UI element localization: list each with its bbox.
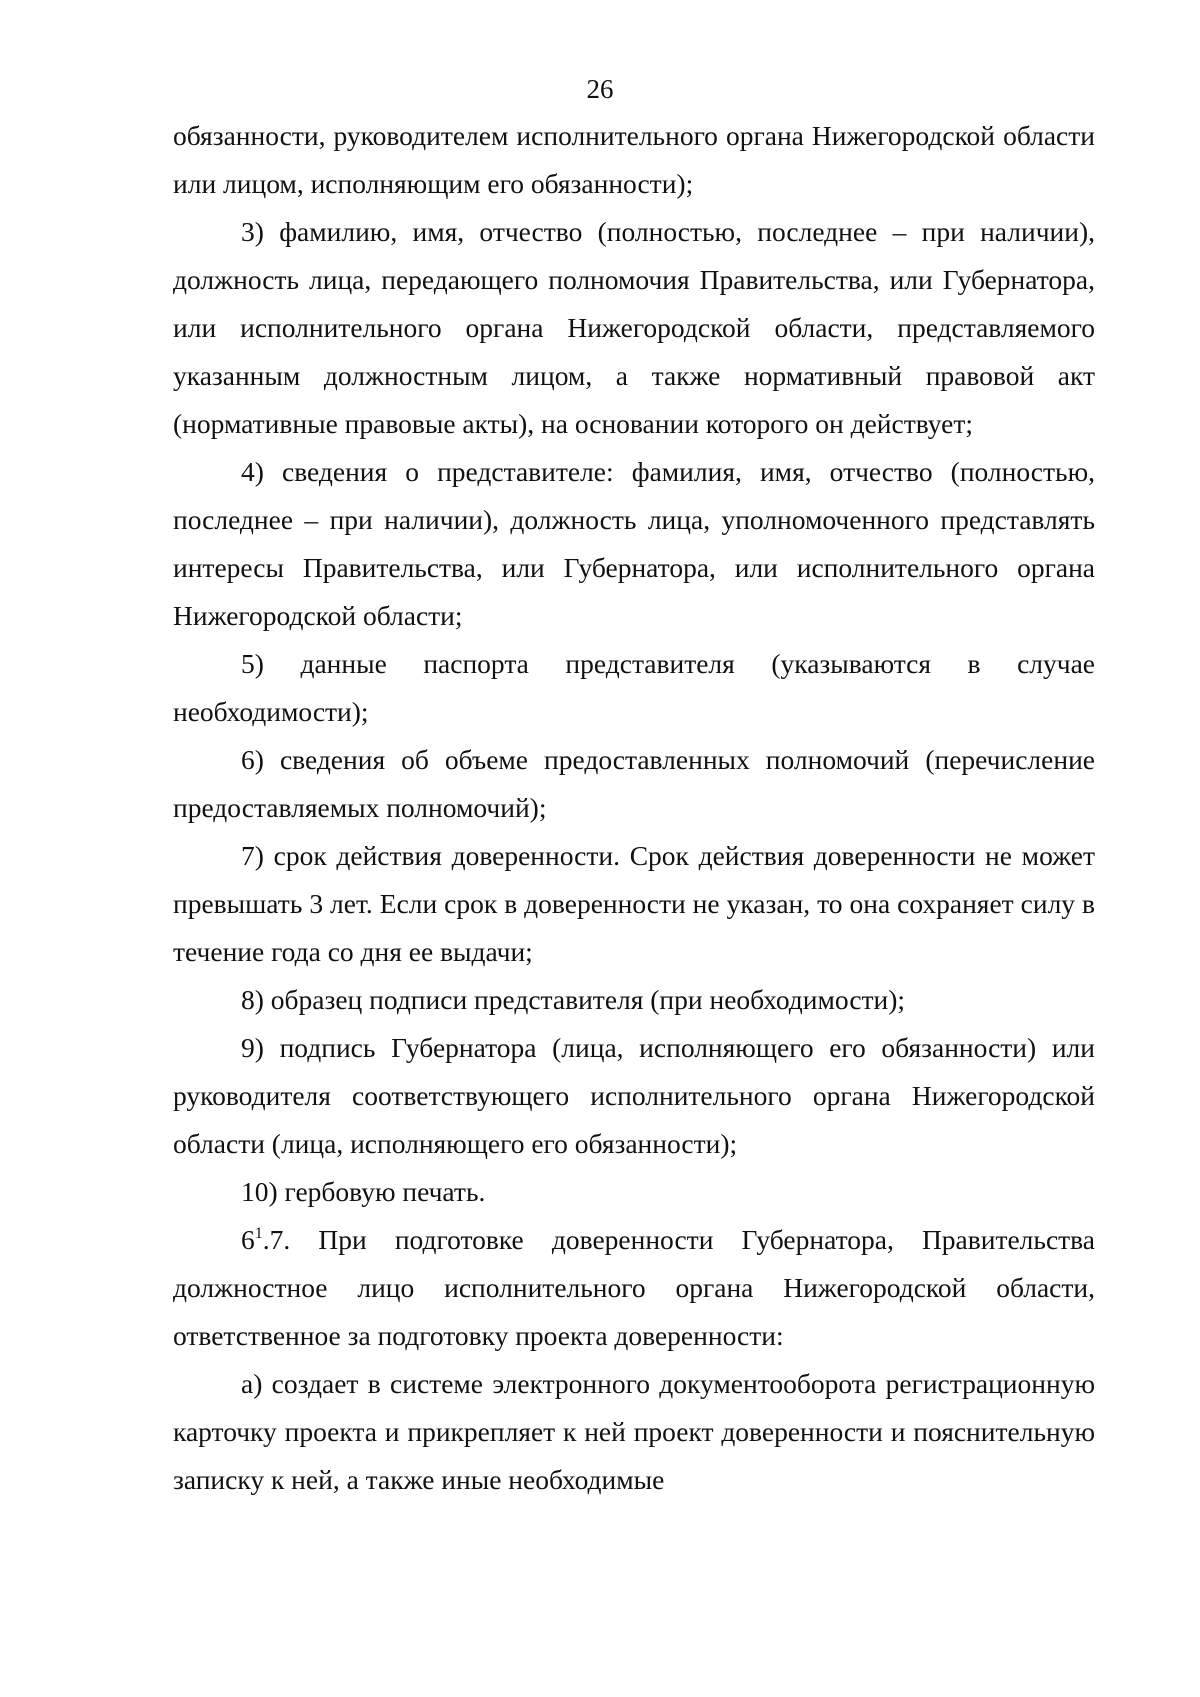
paragraph-item-6: 6) сведения об объеме предоставленных полномочий (перечисление предоставляемых полномочий); [173,744,1095,823]
section-superscript: 1 [254,1225,263,1242]
document-body [173,112,1095,1504]
paragraph-item-4: 4) сведения о представителе: фамилия, имя, отчество (полностью, последнее – при наличии), должность лица, уполномоченного представлять интересы Правительства, или Губернатора, или исполнительного органа Нижегородской области; [173,456,1095,631]
paragraph-section-6-1-7 [173,1216,1095,1360]
paragraph-item-3: 3) фамилию, имя, отчество (полностью, последнее – при наличии), должность лица, передающего полномочия Правительства, или Губернатора, или исполнительного органа Нижегородской области, представляемого указанным должностным лицом, а также нормативный правовой акт (нормативные правовые акты), на основании которого он действует; [173,216,1095,439]
paragraph-subitem-a: а) создает в системе электронного документооборота регистрационную карточку проекта и прикрепляет к ней проект доверенности и пояснительную записку к ней, а также иные необходимые [173,1368,1095,1495]
paragraph-item-10: 10) гербовую печать. [241,1176,486,1207]
section-number: 6 [241,1224,255,1255]
paragraph-item-8: 8) образец подписи представителя (при необходимости); [241,984,906,1015]
paragraph-item-9: 9) подпись Губернатора (лица, исполняющего его обязанности) или руководителя соответствующего исполнительного органа Нижегородской области (лица, исполняющего его обязанности); [173,1032,1095,1159]
section-text: .7. При подготовке доверенности Губернатора, Правительства должностное лицо исполнительного органа Нижегородской области, ответственное за подготовку проекта доверенности: [173,1224,1095,1351]
paragraph-item-7: 7) срок действия доверенности. Срок действия доверенности не может превышать 3 лет. Если срок в доверенности не указан, то она сохраняет силу в течение года со дня ее выдачи; [173,840,1095,967]
paragraph-item-5: 5) данные паспорта представителя (указываются в случае необходимости); [173,648,1095,727]
page-number: 26 [586,74,614,104]
paragraph-continuation: обязанности, руководителем исполнительного органа Нижегородской области или лицом, исполняющим его обязанности); [173,120,1095,199]
